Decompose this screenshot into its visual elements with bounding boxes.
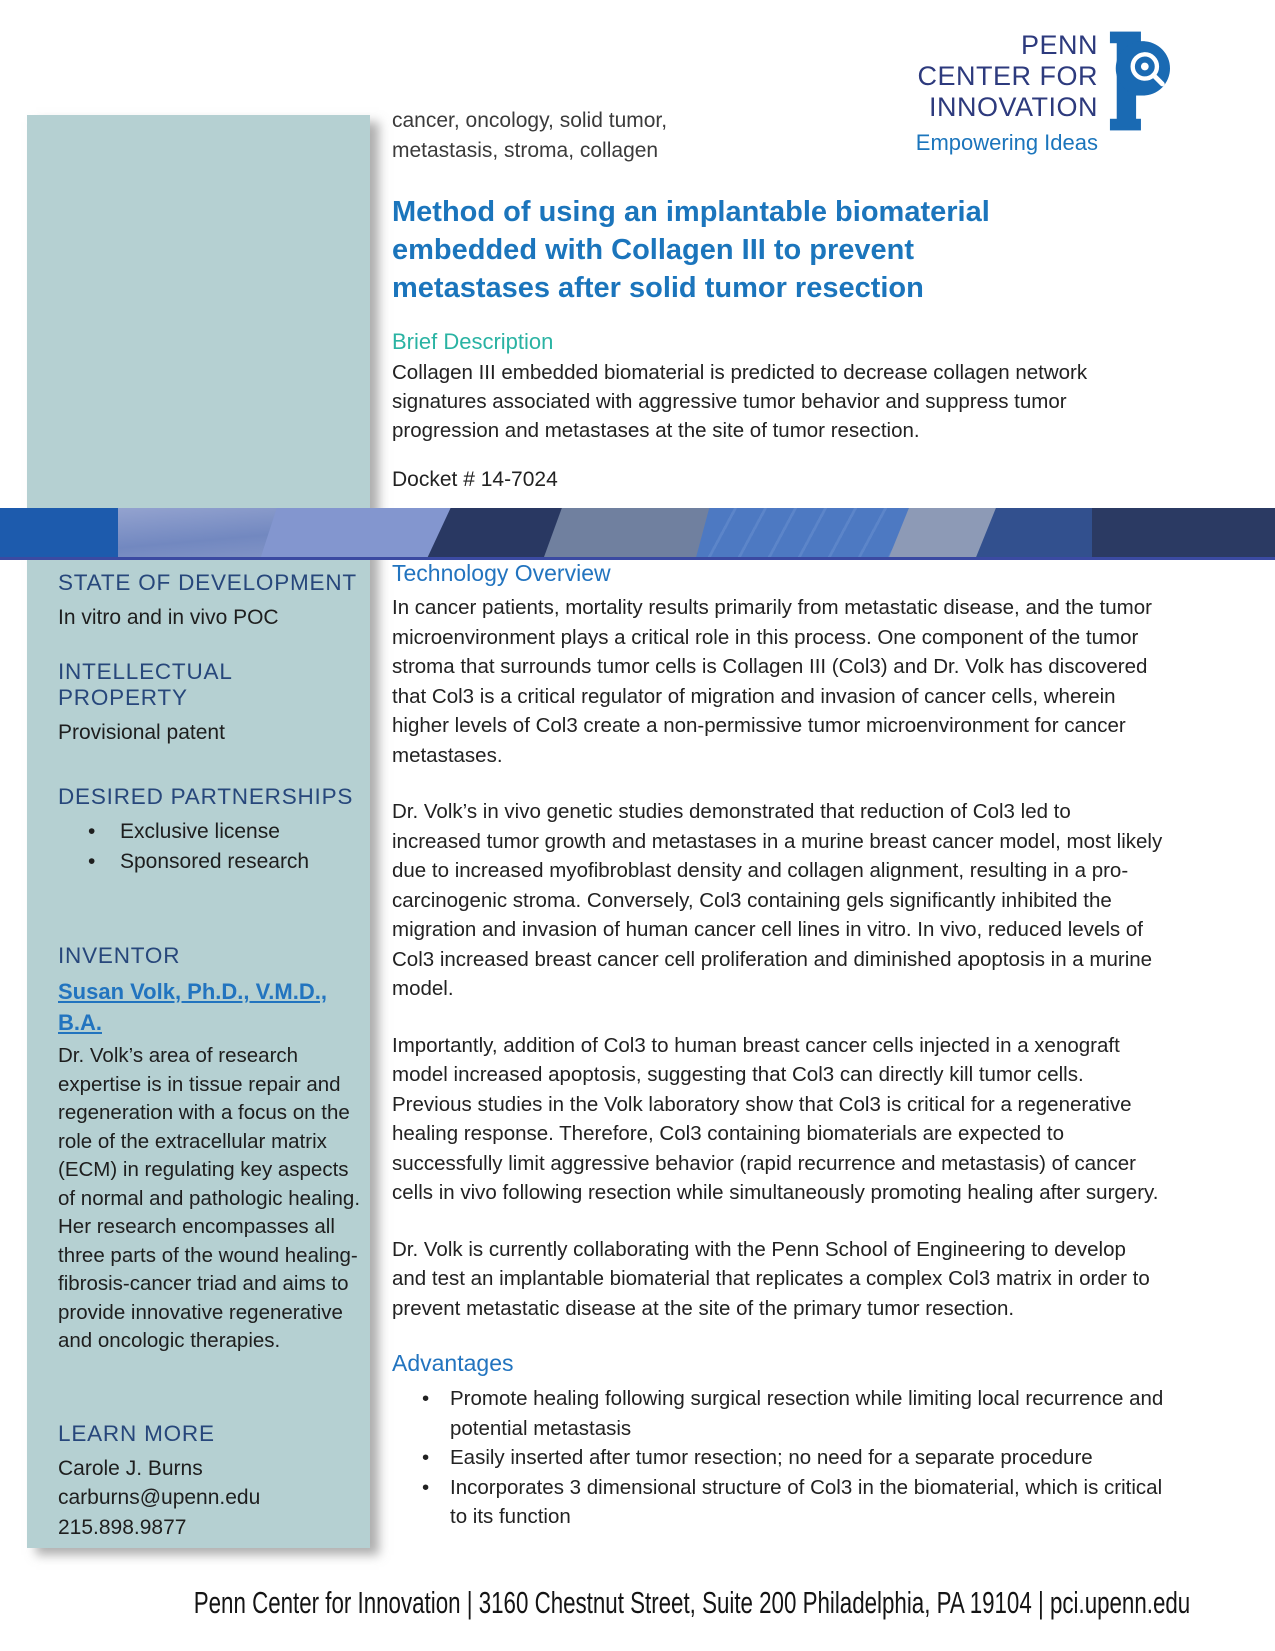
banner-photo [0, 508, 1275, 560]
keywords-line: cancer, oncology, solid tumor, [392, 109, 668, 132]
technology-paragraph: Dr. Volk’s in vivo genetic studies demonstrated that reduction of Col3 led to increased tumor growth and metastases in a murine breast cancer model, most likely due to increased myofibroblast density and collagen alignment, resulting in a pro-carcinogenic stroma. Conversely, Col3 containing gels significantly inhibited the migration and invasion of human cancer cell lines in vitro. In vivo, reduced levels of Col3 increased breast cancer cell proliferation and diminished apoptosis in a murine model. [392, 800, 1163, 1000]
technology-paragraph: Dr. Volk is currently collaborating with the Penn School of Engineering to develop and test an implantable biomaterial that replicates a complex Col3 matrix in order to prevent metastatic disease at the site of the primary tumor resection. [392, 1237, 1150, 1320]
inventor-link[interactable]: Susan Volk, Ph.D., V.M.D., B.A. [58, 979, 327, 1035]
brief-description-heading: Brief Description [392, 329, 554, 354]
title-line: metastases after solid tumor resection [392, 272, 924, 304]
logo-line: CENTER FOR [917, 61, 1098, 91]
inventor-bio: Dr. Volk’s area of research expertise is in tissue repair and regeneration with a focus on the role of the extracellular matrix (ECM) in regulating key aspects of normal and pathologic healing. Her research encompasses all three parts of the wound healing-fibrosis-cancer triad and aims to provide innovative regenerative and oncologic therapies. [58, 1044, 361, 1352]
banner-facet [1092, 508, 1275, 560]
sidebar-section-intellectual-property [58, 659, 361, 747]
advantages-list [392, 1384, 1164, 1532]
title-line: Method of using an implantable biomaterial [392, 196, 990, 228]
logo-line: INNOVATION [928, 92, 1098, 122]
page-title [392, 193, 1164, 307]
sidebar-section-state-of-development [58, 570, 361, 632]
technology-overview-heading: Technology Overview [392, 560, 611, 586]
advantage-item: • Incorporates 3 dimensional structure of Col3 in the biomaterial, which is critical to its function [392, 1473, 1164, 1532]
sidebar-section-inventor [58, 943, 361, 1356]
brief-description-text: Collagen III embedded biomaterial is predicted to decrease collagen network signatures associated with aggressive tumor behavior and suppress tumor progression and metastases at the site of tumor resection. [392, 361, 1088, 442]
sidebar-heading-intellectual-property: INTELLECTUAL PROPERTY [58, 659, 232, 710]
contact-phone: 215.898.9877 [58, 1515, 187, 1539]
sidebar [58, 570, 361, 1542]
intellectual-property-value: Provisional patent [58, 721, 225, 744]
partnership-item: • Sponsored research [58, 847, 361, 877]
footer-address: Penn Center for Innovation | 3160 Chestnut Street, Suite 200 Philadelphia, PA 19104 | pci.upenn.edu [193, 1585, 1191, 1620]
technology-paragraph: In cancer patients, mortality results primarily from metastatic disease, and the tumor microenvironment plays a critical role in this process. One component of the tumor stroma that surrounds tumor cells is Collagen III (Col3) and Dr. Volk has discovered that Col3 is a critical regulator of migration and invasion of cancer cells, wherein higher levels of Col3 create a non-permissive tumor microenvironment for cancer metastases. [392, 596, 1152, 767]
sidebar-section-desired-partnerships [58, 784, 361, 877]
title-line: embedded with Collagen III to prevent [392, 234, 915, 266]
advantage-item: • Promote healing following surgical resection while limiting local recurrence and potential metastasis [392, 1384, 1164, 1443]
advantages-heading: Advantages [392, 1350, 514, 1376]
sidebar-heading-learn-more: LEARN MORE [58, 1420, 215, 1446]
header-block [392, 106, 1164, 492]
contact-email: carburns@upenn.edu [58, 1486, 261, 1509]
sidebar-heading-state-of-development: STATE OF DEVELOPMENT [58, 570, 357, 595]
technology-paragraph: Importantly, addition of Col3 to human breast cancer cells injected in a xenograft model increased apoptosis, suggesting that Col3 can directly kill tumor cells. Previous studies in the Volk laboratory show that Col3 is critical for a regenerative healing response. Therefore, Col3 containing biomaterials are expected to successfully limit aggressive behavior (rapid recurrence and metastasis) of cancer cells in vivo following resection while simultaneously promoting healing after surgery. [392, 1033, 1159, 1204]
state-of-development-value: In vitro and in vivo POC [58, 606, 279, 629]
docket-number: Docket # 14-7024 [392, 468, 558, 491]
logo-line: PENN [1020, 30, 1098, 60]
partnerships-list [58, 817, 361, 877]
sidebar-section-learn-more [58, 1421, 361, 1543]
logo-tagline: Empowering Ideas [915, 130, 1098, 155]
main-content [392, 560, 1164, 1532]
banner-facet [0, 508, 120, 560]
footer [0, 1585, 1275, 1621]
contact-name: Carole J. Burns [58, 1456, 203, 1480]
keywords-line: metastasis, stroma, collagen [392, 139, 659, 162]
advantage-item: • Easily inserted after tumor resection; no need for a separate procedure [392, 1443, 1164, 1473]
keywords [392, 106, 1164, 166]
partnership-item: • Exclusive license [58, 817, 361, 847]
sidebar-heading-inventor: INVENTOR [58, 943, 181, 968]
sidebar-heading-desired-partnerships: DESIRED PARTNERSHIPS [58, 784, 354, 809]
